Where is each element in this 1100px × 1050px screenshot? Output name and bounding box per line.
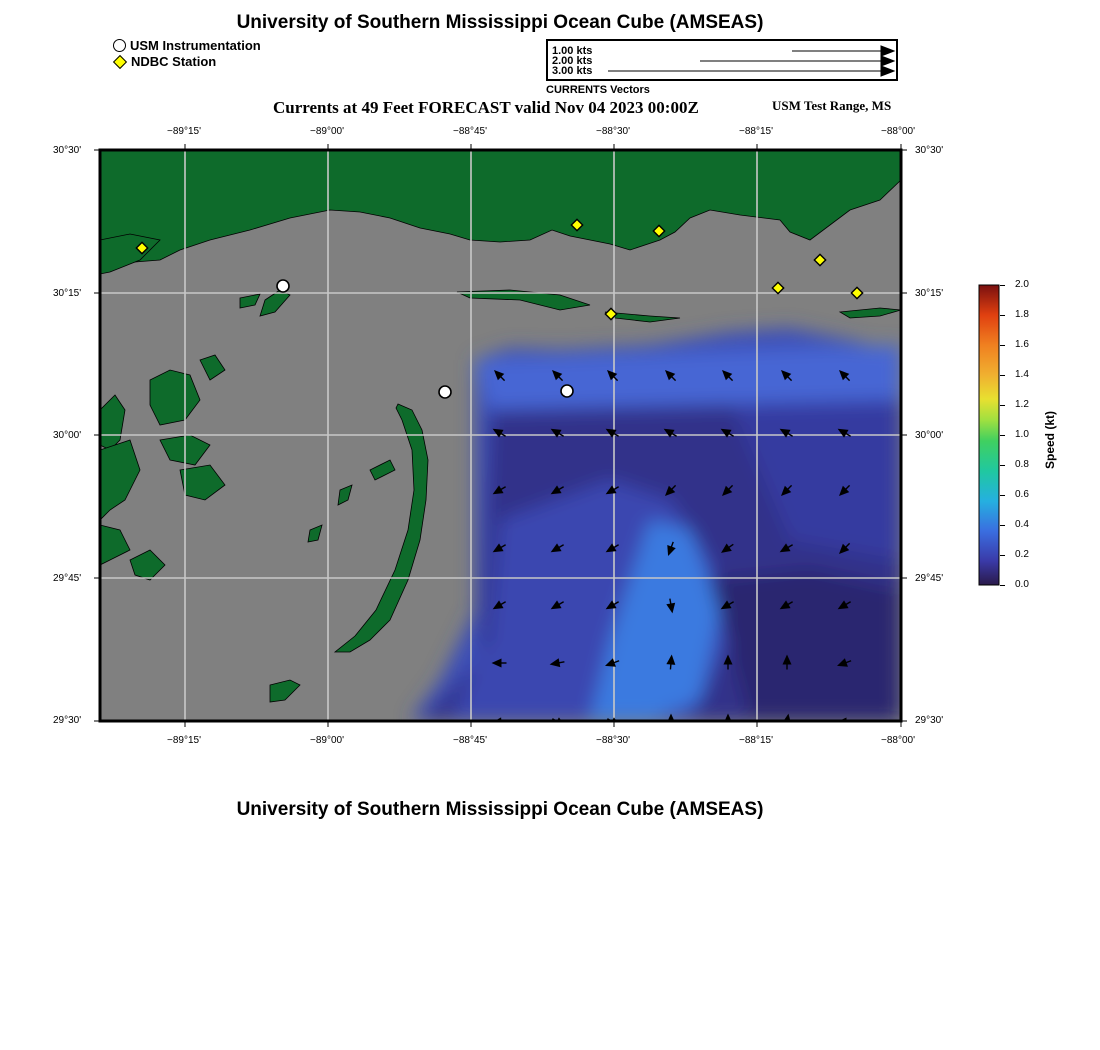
colorbar-tick-mark (1000, 525, 1005, 526)
symbol-legend (113, 38, 261, 69)
x-tick-bottom-1: −89°15' (167, 735, 201, 746)
legend-item-ndbc (113, 54, 261, 69)
y-tick-left-1: 30°30' (53, 145, 82, 156)
y-tick-left-2: 30°15' (53, 288, 82, 299)
vector-scale-arrows (548, 41, 896, 79)
legend-label-usm: USM Instrumentation (130, 38, 261, 53)
colorbar-tick-mark (1000, 405, 1005, 406)
x-tick-top-6: −88°00' (881, 126, 915, 137)
colorbar-tick-1.4: 1.4 (1015, 369, 1029, 380)
vector-scale-legend (546, 39, 898, 81)
y-tick-right-1: 30°30' (915, 145, 944, 156)
y-tick-right-2: 30°15' (915, 288, 944, 299)
colorbar-tick-mark (1000, 345, 1005, 346)
colorbar-tick-mark (1000, 285, 1005, 286)
colorbar-tick-mark (1000, 585, 1005, 586)
colorbar-tick-mark (1000, 435, 1005, 436)
vector-scale-row-3: 3.00 kts (552, 65, 593, 77)
colorbar-tick-mark (1000, 315, 1005, 316)
colorbar-tick-0.6: 0.6 (1015, 489, 1029, 500)
legend-label-ndbc: NDBC Station (131, 54, 217, 69)
colorbar-tick-mark (1000, 555, 1005, 556)
colorbar-tick-1.0: 1.0 (1015, 429, 1029, 440)
map-canvas (90, 140, 912, 732)
x-tick-bottom-6: −88°00' (881, 735, 915, 746)
colorbar-tick-0.8: 0.8 (1015, 459, 1029, 470)
colorbar-tick-0.0: 0.0 (1015, 579, 1029, 590)
colorbar (976, 283, 1006, 589)
usm-instrument-1[interactable] (277, 280, 289, 292)
y-tick-right-4: 29°45' (915, 573, 944, 584)
x-tick-bottom-5: −88°15' (739, 735, 773, 746)
y-tick-left-5: 29°30' (53, 715, 82, 726)
x-tick-bottom-3: −88°45' (453, 735, 487, 746)
current-speed-field (410, 328, 901, 721)
colorbar-tick-0.2: 0.2 (1015, 549, 1029, 560)
colorbar-tick-mark (1000, 375, 1005, 376)
vector-scale-row-2: 2.00 kts (552, 55, 593, 67)
colorbar-tick-1.8: 1.8 (1015, 309, 1029, 320)
colorbar-tick-1.6: 1.6 (1015, 339, 1029, 350)
y-tick-left-3: 30°00' (53, 430, 82, 441)
usm-instrument-3[interactable] (561, 385, 573, 397)
usm-instrument-2[interactable] (439, 386, 451, 398)
legend-item-usm (113, 38, 261, 53)
x-tick-top-5: −88°15' (739, 126, 773, 137)
y-tick-left-4: 29°45' (53, 573, 82, 584)
colorbar-tick-2.0: 2.0 (1015, 279, 1029, 290)
x-tick-bottom-4: −88°30' (596, 735, 630, 746)
x-tick-top-4: −88°30' (596, 126, 630, 137)
colorbar-title: Speed (kt) (1043, 410, 1057, 469)
ndbc-diamond-icon (113, 54, 127, 68)
x-tick-top-2: −89°00' (310, 126, 344, 137)
map-subtitle: Currents at 49 Feet FORECAST valid Nov 04 2023 00:00Z (273, 98, 699, 117)
page-title: University of Southern Mississippi Ocean Cube (AMSEAS) (236, 12, 764, 33)
usm-circle-icon (113, 39, 126, 52)
y-tick-right-3: 30°00' (915, 430, 944, 441)
x-tick-bottom-2: −89°00' (310, 735, 344, 746)
x-tick-top-3: −88°45' (453, 126, 487, 137)
colorbar-tick-1.2: 1.2 (1015, 399, 1029, 410)
colorbar-tick-0.4: 0.4 (1015, 519, 1029, 530)
vector-legend-caption: CURRENTS Vectors (546, 84, 650, 96)
colorbar-tick-mark (1000, 465, 1005, 466)
footer-title: University of Southern Mississippi Ocean Cube (AMSEAS) (236, 799, 764, 820)
colorbar-tick-mark (1000, 495, 1005, 496)
x-tick-top-1: −89°15' (167, 126, 201, 137)
vector-scale-row-1: 1.00 kts (552, 45, 593, 57)
y-tick-right-5: 29°30' (915, 715, 944, 726)
region-label: USM Test Range, MS (772, 98, 892, 113)
